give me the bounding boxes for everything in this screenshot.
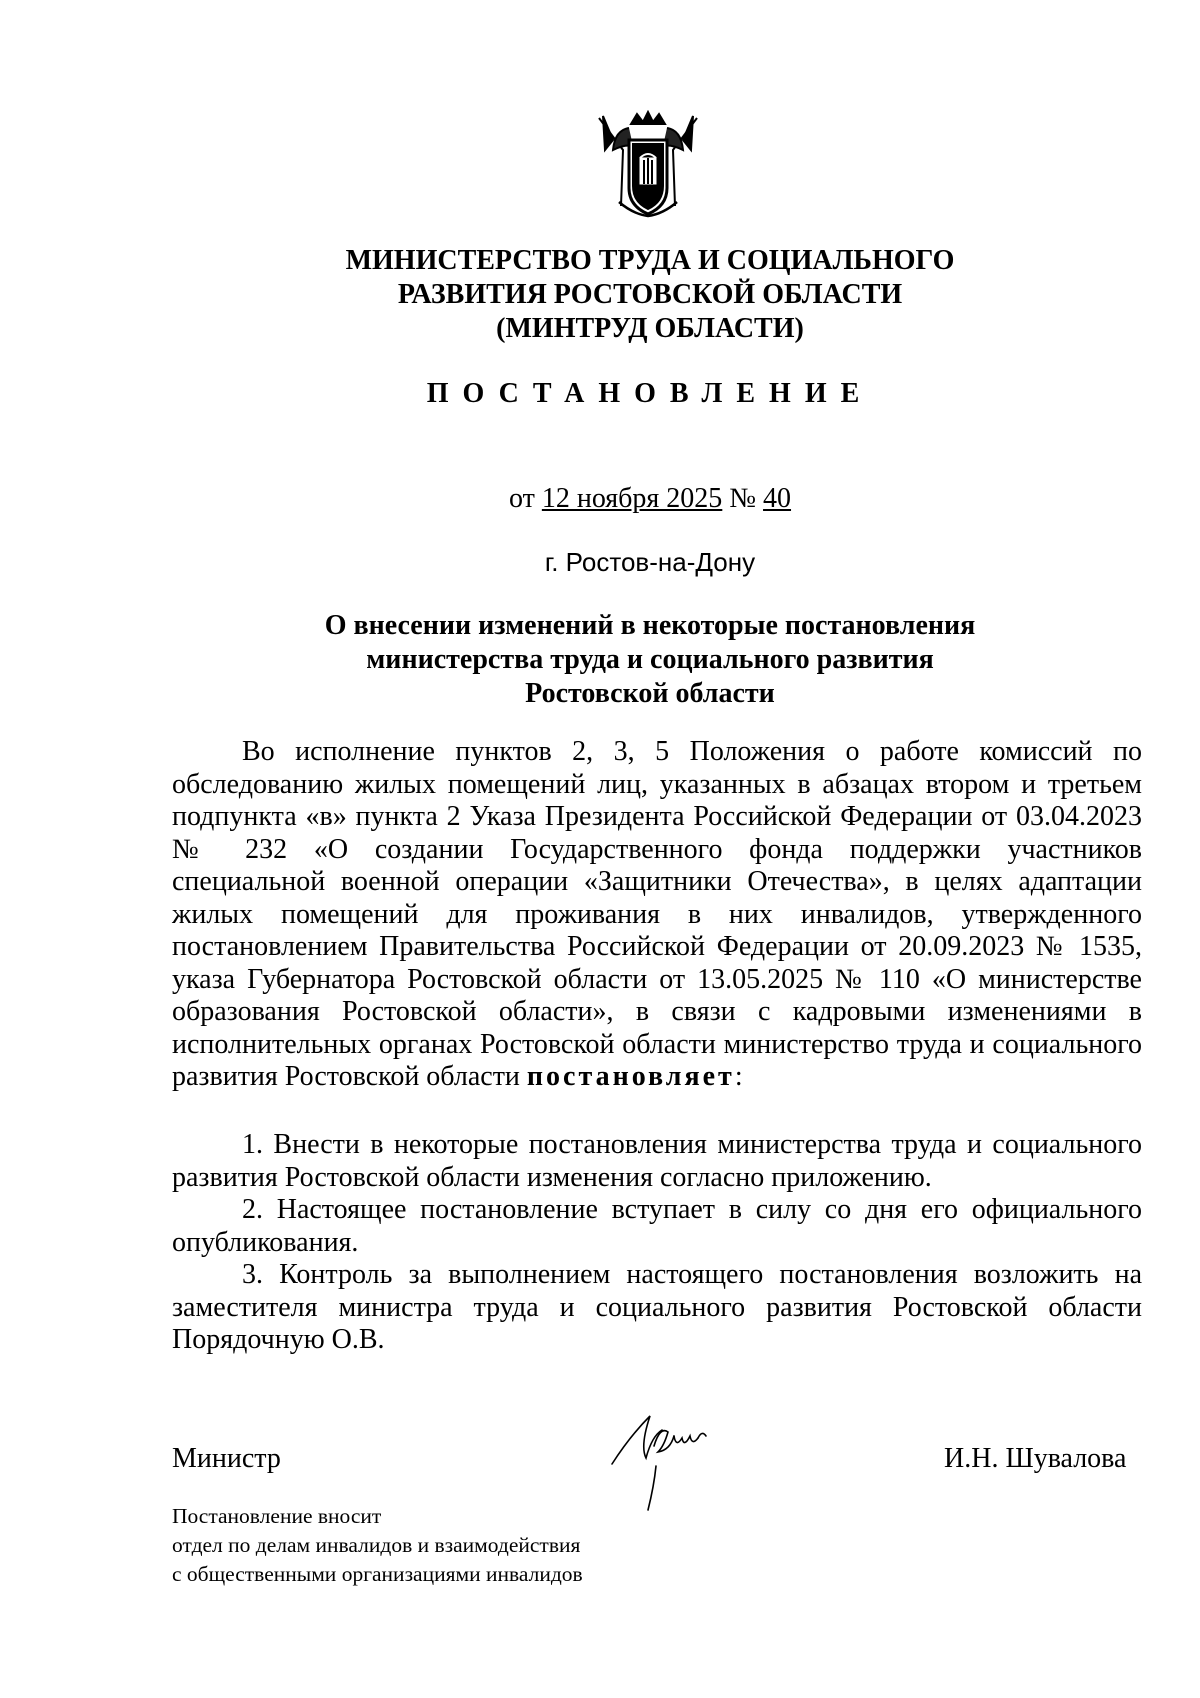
decree-date-line [200,483,1100,515]
decree-item-2: 2. Настоящее постановление вступает в силу со дня его официального опубликования. [172,1194,1142,1258]
ministry-name-line-2: РАЗВИТИЯ РОСТОВСКОЙ ОБЛАСТИ [397,279,903,310]
date-prefix: от [508,483,542,514]
preamble-paragraph [172,736,1142,1094]
submitted-by-line-1: Постановление вносит [172,1504,382,1528]
preamble-emphasis: постановляет [526,1061,735,1092]
decree-title-line-3: Ростовской области [525,678,775,709]
decree-title-line-2: министерства труда и социального развития [366,644,934,675]
signatory-name: И.Н. Шувалова [944,1443,1127,1474]
decree-item-3: 3. Контроль за выполнением настоящего постановления возложить на заместителя министра труда и социального развития Ростовской области Порядочную О.В. [172,1259,1142,1355]
decree-city: г. Ростов-на-Дону [544,547,756,577]
signatory-position: Министр [172,1443,281,1474]
coat-of-arms-icon [593,110,703,220]
decree-item-1: 1. Внести в некоторые постановления министерства труда и социального развития Ростовской области изменения согласно приложению. [172,1129,1142,1193]
submitted-by-note [172,1502,583,1589]
handwritten-signature [610,1406,750,1516]
ministry-name-line-3: (МИНТРУД ОБЛАСТИ) [496,313,804,344]
decree-title-line-1: О внесении изменений в некоторые постановления [324,610,976,641]
number-sign: № [722,483,764,514]
decree-number: 40 [763,483,792,514]
ministry-name-line-1: МИНИСТЕРСТВО ТРУДА И СОЦИАЛЬНОГО [345,245,955,276]
decree-items [172,1129,1142,1357]
decree-title [200,609,1100,711]
submitted-by-line-2: отдел по делам инвалидов и взаимодействия [172,1533,581,1557]
preamble-text: Во исполнение пунктов 2, 3, 5 Положения о работе комиссий по обследованию жилых помещений лиц, указанных в абзацах втором и третьем подпункта «в» пункта 2 Указа Президента Российской Федерации от 03.04.2023 № 232 «О создании Государственного фонда поддержки участников специальной военной операции «Защитники Отечества», в целях адаптации жилых помещений для проживания в них инвалидов, утвержденного постановлением Правительства Российской Федерации от 20.09.2023 № 1535, указа Губернатора Ростовской области от 13.05.2025 № 110 «О министерстве образования Ростовской области», в связи с кадровыми изменениями в исполнительных органах Ростовской области министерство труда и социального развития Ростовской области [172,736,1142,1092]
submitted-by-line-3: с общественными организациями инвалидов [172,1562,583,1586]
ministry-name [200,244,1100,346]
decree-date: 12 ноября 2025 [541,483,723,514]
preamble-ending: : [734,1061,743,1092]
decree-type-heading: ПОСТАНОВЛЕНИЕ [426,378,874,409]
